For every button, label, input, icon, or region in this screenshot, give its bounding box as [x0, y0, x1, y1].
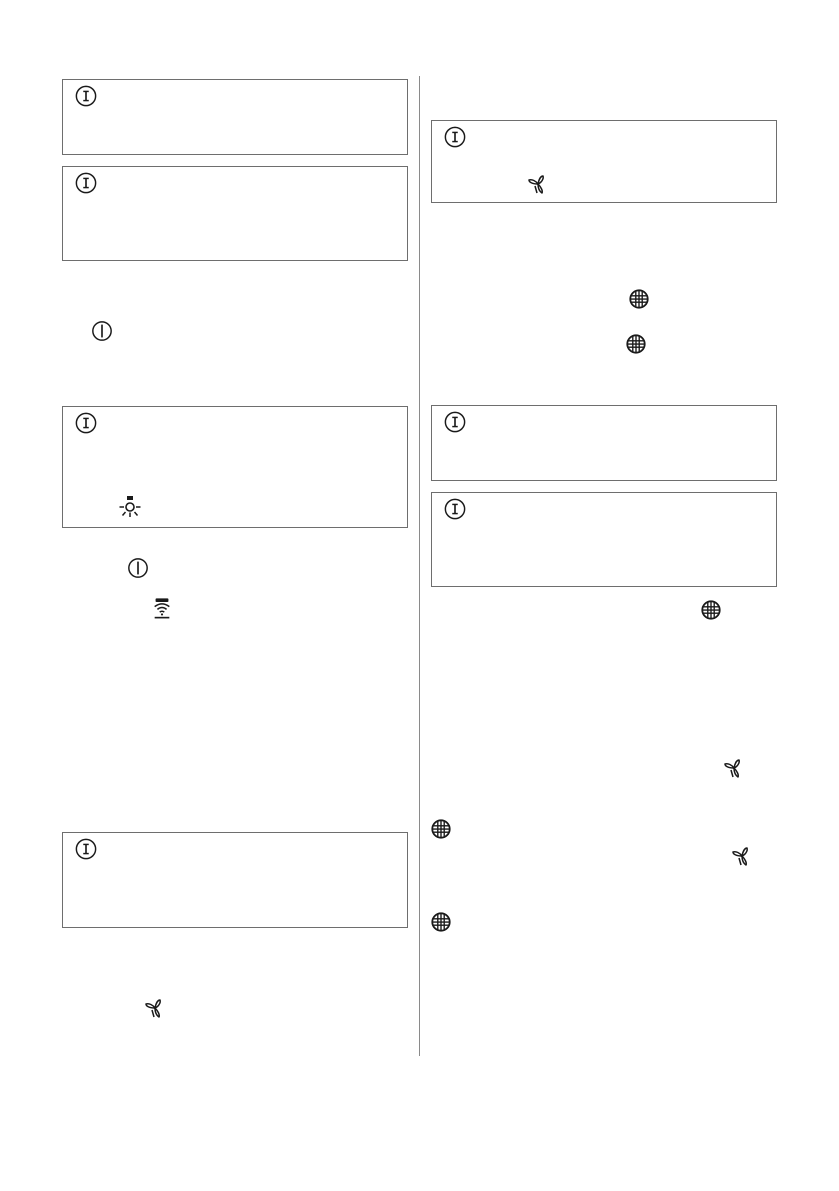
info-box-4: [62, 832, 408, 928]
info-box-2: [62, 166, 408, 261]
column-divider: [419, 76, 420, 1056]
fan-icon: [722, 756, 746, 780]
wifi-filter-icon: [151, 597, 173, 619]
info-box-5: [431, 120, 777, 203]
grease-filter-icon: [625, 333, 647, 355]
info-icon: [444, 411, 466, 433]
info-icon: [444, 498, 466, 520]
fan-icon: [526, 172, 550, 196]
info-box-7: [431, 492, 777, 587]
info-icon: [444, 126, 466, 148]
grease-filter-icon: [628, 288, 650, 310]
info-box-1: [62, 79, 408, 155]
info-icon: [75, 85, 97, 107]
light-icon: [118, 495, 142, 519]
fan-icon: [730, 844, 754, 868]
on-off-icon: [127, 557, 149, 579]
grease-filter-icon: [700, 599, 722, 621]
info-icon: [75, 412, 97, 434]
grease-filter-icon: [430, 818, 452, 840]
grease-filter-icon: [430, 911, 452, 933]
info-box-6: [431, 405, 777, 481]
info-box-3: [62, 406, 408, 528]
fan-icon: [143, 996, 167, 1020]
info-icon: [75, 838, 97, 860]
on-off-icon: [91, 320, 113, 342]
info-icon: [75, 172, 97, 194]
